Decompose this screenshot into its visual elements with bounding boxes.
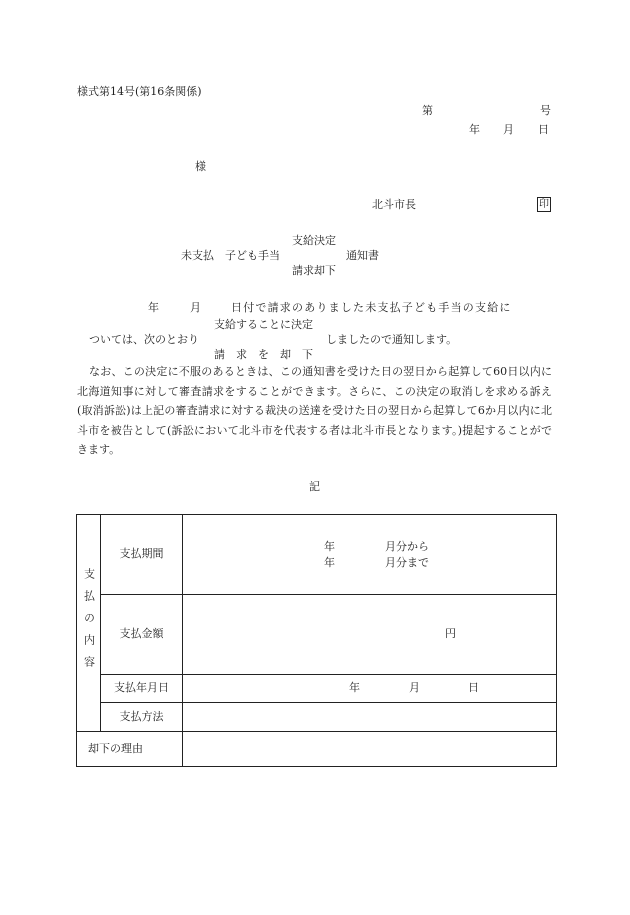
decision-option-pay: 支給することに決定 [214, 318, 313, 331]
period-to-rest: 月分まで [385, 555, 429, 569]
document-number-prefix: 第 [422, 104, 433, 117]
body-line2-left: ついては、次のとおり [89, 333, 199, 346]
body-month: 月 [190, 301, 201, 314]
issue-date-day: 日 [538, 123, 549, 136]
date-value [183, 675, 557, 703]
body-year: 年 [148, 301, 159, 314]
period-label: 支払期間 [101, 515, 183, 595]
period-from-year: 年 [324, 539, 335, 553]
amount-row [77, 595, 557, 675]
document-number-suffix: 号 [540, 104, 551, 117]
date-year: 年 [349, 680, 360, 694]
payment-content-header-text: 支払の内容 [82, 568, 96, 678]
rejection-value [183, 732, 557, 767]
issue-date-year: 年 [469, 123, 480, 136]
recipient-suffix: 様 [195, 160, 206, 173]
issue-date-month: 月 [503, 123, 514, 136]
notice-paragraph: なお、この決定に不服のあるときは、この通知書を受けた日の翌日から起算して60日以内に北海道知事に対して審査請求をすることができます。さらに、この決定の取消しを求める訴え(取消訴訟)は上記の審査請求に対する裁決の送達を受けた日の翌日から起算して6か月以内に北斗市を被告として(訴訟において北斗市を代表する者は北斗市長となります。)提起することができます。 [77, 365, 552, 456]
body-line2-right: しましたので通知します。 [326, 333, 458, 346]
amount-value [183, 595, 557, 675]
payment-table [76, 514, 557, 767]
rejection-label: 却下の理由 [88, 741, 143, 755]
method-row [77, 703, 557, 732]
date-day: 日 [468, 680, 479, 694]
title-top-option: 支給決定 [292, 234, 336, 247]
title-left: 未支払 子ども手当 [181, 249, 280, 262]
period-value [183, 515, 557, 595]
date-label: 支払年月日 [101, 675, 183, 703]
payment-content-header [77, 515, 101, 732]
rejection-label-cell [77, 732, 183, 767]
period-to-year: 年 [324, 555, 335, 569]
seal-label: 印 [539, 199, 549, 210]
issuer-name: 北斗市長 [372, 198, 416, 211]
body-line1-rest: 日付で請求のありました未支払子ども手当の支給に [231, 301, 512, 314]
period-row [77, 515, 557, 595]
title-bottom-option: 請求却下 [292, 264, 336, 277]
method-label: 支払方法 [101, 703, 183, 732]
seal-mark [537, 197, 551, 212]
period-from-rest: 月分から [385, 539, 429, 553]
ki-heading: 記 [309, 480, 320, 493]
date-row [77, 675, 557, 703]
rejection-row [77, 732, 557, 767]
method-value [183, 703, 557, 732]
form-number: 様式第14号(第16条関係) [77, 85, 202, 98]
amount-unit: 円 [445, 626, 456, 640]
decision-option-reject: 請 求 を 却 下 [214, 348, 313, 361]
amount-label: 支払金額 [101, 595, 183, 675]
title-right: 通知書 [346, 249, 379, 262]
date-month: 月 [409, 680, 420, 694]
